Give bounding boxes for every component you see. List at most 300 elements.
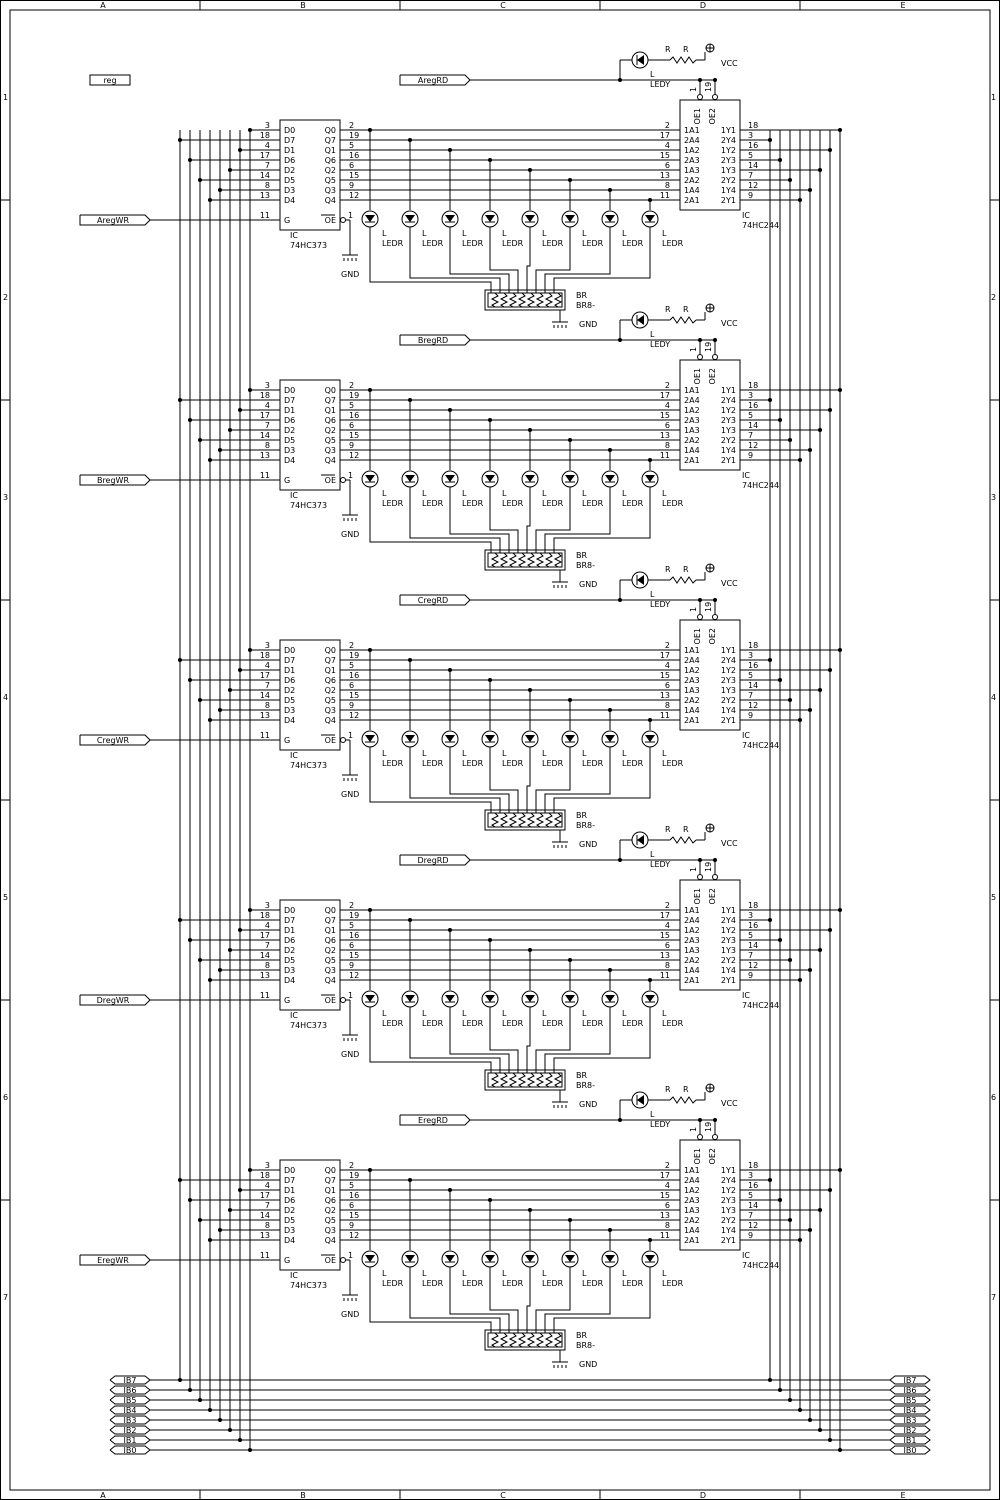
junction-dot [208, 1408, 212, 1412]
latch-pin-number: 16 [349, 151, 360, 160]
buffer-pin-name: 1A1 [684, 126, 700, 135]
buffer-pin-name: 2Y2 [720, 176, 736, 185]
buffer-pin-number: 6 [664, 421, 670, 430]
buffer-pin-number: 13 [659, 951, 670, 960]
led-red [402, 1251, 444, 1292]
latch-pin-number: 5 [349, 401, 355, 410]
latch-pin-name: Q7 [324, 916, 336, 925]
junction-dot [713, 338, 717, 342]
buffer-pin-number: 18 [748, 381, 759, 390]
buffer-ref: IC [742, 991, 750, 1000]
latch-pin-number: 8 [264, 441, 270, 450]
write-enable-label [80, 995, 150, 1005]
led-ref: L [582, 489, 587, 498]
junction-dot [808, 708, 812, 712]
led-ref: L [542, 1269, 547, 1278]
led-part: LEDR [662, 239, 684, 248]
write-enable-label [80, 1255, 150, 1265]
latch-pin-number: 8 [264, 1221, 270, 1230]
junction-dot [218, 448, 222, 452]
led-row [362, 211, 684, 252]
column-label: B [300, 1491, 306, 1500]
led-part: LEDR [502, 1019, 524, 1028]
latch-pin-number: 17 [259, 151, 270, 160]
resistor-value: R [683, 45, 689, 54]
bus-label-right: IB2 [903, 1426, 917, 1435]
led-ref: L [662, 489, 667, 498]
latch-pin-number: 5 [349, 921, 355, 930]
led-part: LEDR [422, 1019, 444, 1028]
latch-pin-name: D0 [284, 126, 296, 135]
junction-dot [788, 1398, 792, 1402]
latch-pin-number: 14 [259, 431, 270, 440]
buffer-pin-name: 2Y3 [720, 936, 736, 945]
buffer-pin-number: 19 [704, 341, 713, 352]
junction-dot [838, 1168, 842, 1172]
row-label: 5 [3, 893, 9, 902]
led-ref: L [382, 489, 387, 498]
led-ref: L [582, 749, 587, 758]
junction-dot [198, 698, 202, 702]
led-part: LEDR [462, 499, 484, 508]
junction-dot [188, 418, 192, 422]
latch-ic [150, 120, 359, 279]
write-signal-name: DregWR [96, 996, 130, 1005]
junction-dot [228, 428, 232, 432]
buffer-oe2-name: OE2 [708, 368, 717, 385]
buffer-pin-name: 2A4 [684, 1176, 700, 1185]
buffer-pin-name: 2A3 [684, 1196, 700, 1205]
buffer-oe1-name: OE1 [693, 628, 702, 645]
latch-pin-name: D1 [284, 666, 296, 675]
buffer-pin-name: 1Y3 [720, 686, 736, 695]
buffer-pin-number: 7 [748, 171, 754, 180]
read-signal-name: EregRD [418, 1116, 448, 1125]
latch-pin-number: 16 [349, 411, 360, 420]
buffer-pin-name: 1Y1 [720, 386, 736, 395]
led-ref: L [462, 1009, 467, 1018]
write-enable-label [80, 475, 150, 485]
resistor-array [370, 252, 650, 329]
buffer-pin-number: 12 [748, 701, 759, 710]
latch-pin-number: 11 [259, 1251, 270, 1260]
latch-pin-name: D6 [284, 156, 296, 165]
buffer-part-number: 74HC244 [742, 1261, 780, 1270]
led-part: LEDR [662, 759, 684, 768]
junction-dot [248, 128, 252, 132]
buffer-pin-number: 14 [748, 161, 759, 170]
junction-dot [238, 148, 242, 152]
buffer-pin-number: 11 [659, 451, 670, 460]
latch-pin-name: D5 [284, 696, 296, 705]
buffer-pin-number: 12 [748, 1221, 759, 1230]
junction-dot [218, 968, 222, 972]
bus-label-left: IB3 [123, 1416, 137, 1425]
latch-pin-number: 6 [349, 421, 355, 430]
buffer-pin-name: 1Y3 [720, 946, 736, 955]
buffer-pin-number: 14 [748, 681, 759, 690]
gnd-label: GND [579, 320, 598, 329]
buffer-pin-name: 2Y3 [720, 1196, 736, 1205]
array-ref: BR [576, 811, 588, 820]
latch-pin-number: 19 [349, 131, 360, 140]
junction-dot [208, 718, 212, 722]
array-ref: BR [576, 1331, 588, 1340]
buffer-pin-name: 2A3 [684, 416, 700, 425]
led-part: LEDR [582, 499, 604, 508]
latch-pin-name: D5 [284, 956, 296, 965]
write-enable-label [80, 215, 150, 225]
latch-pin-name: D6 [284, 1196, 296, 1205]
buffer-pin-name: 1Y1 [720, 906, 736, 915]
junction-dot [828, 668, 832, 672]
register-block-2 [80, 564, 842, 849]
junction-dot [238, 1438, 242, 1442]
buffer-pin-name: 2A1 [684, 196, 700, 205]
latch-pin-name: Q0 [324, 906, 336, 915]
latch-pin-name: Q0 [324, 646, 336, 655]
led-red [362, 211, 404, 252]
buffer-pin-number: 16 [748, 1181, 759, 1190]
buffer-pin-name: 2Y1 [720, 716, 736, 725]
latch-pin-number: 9 [349, 1221, 355, 1230]
gnd-label: GND [579, 1100, 598, 1109]
buffer-pin-name: 1A4 [684, 966, 700, 975]
buffer-pin-name: 2Y4 [720, 1176, 736, 1185]
row-label: 1 [991, 93, 997, 102]
latch-pin-number: 14 [259, 1211, 270, 1220]
inversion-bubble [341, 998, 346, 1003]
led-part: LEDR [382, 1019, 404, 1028]
buffer-pin-name: 1A2 [684, 926, 700, 935]
junction-dot [228, 1428, 232, 1432]
junction-dot [198, 438, 202, 442]
bus-label-left: IB7 [123, 1376, 137, 1385]
led-red [442, 991, 484, 1032]
latch-pin-number: 4 [264, 921, 270, 930]
junction-dot [818, 168, 822, 172]
led-ref: L [462, 749, 467, 758]
sheet-title-box [90, 75, 130, 85]
buffer-pin-name: 2Y4 [720, 136, 736, 145]
junction-dot [818, 428, 822, 432]
latch-pin-name: D6 [284, 676, 296, 685]
latch-pin-number: 2 [349, 381, 355, 390]
latch-pin-number: 17 [259, 671, 270, 680]
junction-dot [248, 1168, 252, 1172]
junction-dot [208, 978, 212, 982]
buffer-pin-name: 2Y4 [720, 916, 736, 925]
latch-pin-number: 4 [264, 661, 270, 670]
led-part: LEDR [542, 499, 564, 508]
junction-dot [228, 168, 232, 172]
latch-pin-name: Q1 [324, 926, 336, 935]
junction-dot [218, 708, 222, 712]
latch-pin-name: D4 [284, 456, 296, 465]
junction-dot [798, 978, 802, 982]
latch-pin-name: Q5 [324, 176, 336, 185]
buffer-pin-name: 1A2 [684, 146, 700, 155]
latch-pin-name: D5 [284, 436, 296, 445]
latch-pin-name: Q6 [324, 676, 336, 685]
latch-ref: IC [290, 751, 298, 760]
latch-pin-number: 5 [349, 661, 355, 670]
led-ref: L [542, 229, 547, 238]
buffer-pin-number: 5 [748, 931, 754, 940]
resistor-ref: R [665, 305, 671, 314]
junction-dot [198, 1218, 202, 1222]
led-ref: L [622, 489, 627, 498]
buffer-pin-number: 12 [748, 441, 759, 450]
led-red [562, 731, 604, 772]
buffer-pin-name: 1A4 [684, 706, 700, 715]
led-part: LEDR [622, 1019, 644, 1028]
buffer-pin-name: 1Y4 [720, 446, 736, 455]
inversion-bubble [713, 1135, 718, 1140]
latch-pin-name: D7 [284, 396, 296, 405]
latch-pin-number: 1 [348, 1251, 354, 1260]
inversion-bubble [698, 1135, 703, 1140]
junction-dot [838, 388, 842, 392]
junction-dot [778, 158, 782, 162]
buffer-pin-name: 1A2 [684, 666, 700, 675]
buffer-pin-number: 1 [689, 346, 698, 352]
latch-pin-number: 5 [349, 1181, 355, 1190]
buffer-pin-name: 1Y4 [720, 186, 736, 195]
bus-label-right: IB0 [903, 1446, 917, 1455]
latch-ref: IC [290, 231, 298, 240]
buffer-pin-number: 14 [748, 941, 759, 950]
led-red [402, 731, 444, 772]
buffer-pin-name: 2A4 [684, 396, 700, 405]
gnd-label: GND [341, 530, 360, 539]
buffer-pin-number: 9 [748, 711, 754, 720]
latch-pin-number: 7 [264, 421, 270, 430]
led-red [482, 991, 524, 1032]
read-signal-name: BregRD [417, 336, 449, 345]
read-enable-circuit [400, 1084, 738, 1129]
row-label: 3 [991, 493, 997, 502]
latch-pin-name: D3 [284, 966, 296, 975]
junction-dot [838, 1448, 842, 1452]
junction-dot [768, 398, 772, 402]
led-part: LEDR [502, 499, 524, 508]
led-part: LEDY [650, 860, 671, 869]
buffer-pin-number: 12 [748, 181, 759, 190]
array-part-number: BR8- [576, 821, 596, 830]
buffer-pin-number: 5 [748, 1191, 754, 1200]
latch-pin-number: 2 [349, 121, 355, 130]
led-ref: L [650, 1110, 655, 1119]
led-red [522, 471, 564, 512]
led-ref: L [650, 850, 655, 859]
buffer-pin-number: 7 [748, 431, 754, 440]
led-ref: L [582, 1269, 587, 1278]
latch-pin-number: 14 [259, 951, 270, 960]
latch-pin-number: 19 [349, 1171, 360, 1180]
buffer-pin-number: 2 [664, 641, 670, 650]
inversion-bubble [698, 355, 703, 360]
array-ref: BR [576, 291, 588, 300]
buffer-pin-number: 5 [748, 411, 754, 420]
buffer-pin-name: 2Y1 [720, 196, 736, 205]
led-ref: L [622, 1009, 627, 1018]
junction-dot [178, 138, 182, 142]
buffer-pin-number: 17 [659, 131, 670, 140]
buffer-pin-name: 1A2 [684, 406, 700, 415]
led-part: LEDR [422, 239, 444, 248]
junction-dot [228, 1208, 232, 1212]
buffer-pin-name: 2Y2 [720, 956, 736, 965]
latch-pin-number: 12 [349, 451, 360, 460]
latch-pin-name: Q0 [324, 126, 336, 135]
led-part: LEDR [422, 1279, 444, 1288]
junction-dot [778, 1198, 782, 1202]
vcc-label: VCC [721, 839, 738, 848]
array-part-number: BR8- [576, 1341, 596, 1350]
resistor-array [370, 1292, 650, 1369]
buffer-pin-number: 7 [748, 1211, 754, 1220]
buffer-pin-number: 12 [748, 961, 759, 970]
latch-pin-number: 7 [264, 161, 270, 170]
latch-pin-name: G [284, 476, 291, 485]
latch-pin-name: D7 [284, 1176, 296, 1185]
buffer-pin-number: 6 [664, 161, 670, 170]
led-red [362, 1251, 404, 1292]
buffer-pin-number: 16 [748, 141, 759, 150]
buffer-pin-number: 2 [664, 381, 670, 390]
led-ref: L [542, 749, 547, 758]
inversion-bubble [341, 478, 346, 483]
latch-ref: IC [290, 1271, 298, 1280]
junction-dot [828, 1438, 832, 1442]
latch-pin-name: G [284, 1256, 291, 1265]
array-part-number: BR8- [576, 561, 596, 570]
led-ref: L [462, 1269, 467, 1278]
junction-dot [188, 1388, 192, 1392]
buffer-part-number: 74HC244 [742, 481, 780, 490]
sheet-title: reg [103, 76, 117, 85]
bus-label-left: IB6 [123, 1386, 137, 1395]
led-red [482, 731, 524, 772]
buffer-pin-name: 2Y1 [720, 1236, 736, 1245]
buffer-pin-number: 4 [664, 921, 670, 930]
led-ref: L [422, 1269, 427, 1278]
buffer-pin-number: 7 [748, 951, 754, 960]
buffer-pin-number: 3 [748, 1171, 754, 1180]
latch-pin-name: OE [324, 1256, 336, 1265]
vcc-label: VCC [721, 1099, 738, 1108]
latch-pin-number: 6 [349, 161, 355, 170]
buffer-ic [660, 598, 842, 750]
buffer-pin-name: 2A3 [684, 156, 700, 165]
latch-pin-number: 11 [259, 991, 270, 1000]
latch-pin-name: D1 [284, 926, 296, 935]
junction-dot [828, 1188, 832, 1192]
resistor-value: R [683, 825, 689, 834]
led-red [482, 1251, 524, 1292]
buffer-pin-number: 19 [704, 81, 713, 92]
buffer-pin-number: 4 [664, 661, 670, 670]
junction-dot [778, 1388, 782, 1392]
latch-pin-number: 4 [264, 141, 270, 150]
junction-dot [798, 198, 802, 202]
buffer-pin-number: 16 [748, 661, 759, 670]
buffer-pin-name: 2Y2 [720, 1216, 736, 1225]
bus-label-right: IB1 [903, 1436, 917, 1445]
buffer-pin-number: 6 [664, 1201, 670, 1210]
junction-dot [838, 128, 842, 132]
bus-label-left: IB0 [123, 1446, 137, 1455]
latch-pin-number: 9 [349, 181, 355, 190]
junction-dot [208, 458, 212, 462]
led-part: LEDR [622, 1279, 644, 1288]
led-ref: L [650, 590, 655, 599]
buffer-oe2-name: OE2 [708, 1148, 717, 1165]
buffer-pin-number: 5 [748, 671, 754, 680]
led-red [642, 991, 684, 1032]
led-part: LEDR [382, 759, 404, 768]
read-enable-circuit [400, 824, 738, 869]
latch-pin-number: 12 [349, 711, 360, 720]
buffer-pin-name: 2A1 [684, 1236, 700, 1245]
junction-dot [788, 1218, 792, 1222]
buffer-pin-number: 7 [748, 691, 754, 700]
junction-dot [248, 648, 252, 652]
latch-pin-number: 14 [259, 691, 270, 700]
latch-pin-name: D2 [284, 1206, 296, 1215]
latch-pin-name: Q6 [324, 416, 336, 425]
gnd-label: GND [341, 1310, 360, 1319]
buffer-pin-name: 2Y1 [720, 976, 736, 985]
led-ref: L [650, 70, 655, 79]
buffer-oe2-name: OE2 [708, 628, 717, 645]
latch-part-number: 74HC373 [290, 241, 328, 250]
bus-label-left: IB4 [123, 1406, 137, 1415]
buffer-pin-number: 2 [664, 901, 670, 910]
buffer-ic [660, 338, 842, 490]
led-part: LEDR [662, 499, 684, 508]
junction-dot [768, 1378, 772, 1382]
write-signal-name: CregWR [96, 736, 130, 745]
led-red [522, 211, 564, 252]
led-red [442, 211, 484, 252]
buffer-pin-name: 2A4 [684, 656, 700, 665]
led-red [482, 211, 524, 252]
latch-pin-number: 7 [264, 941, 270, 950]
junction-dot [768, 658, 772, 662]
column-label: E [900, 1491, 906, 1500]
junction-dot [808, 1228, 812, 1232]
led-ref: L [382, 229, 387, 238]
gnd-label: GND [579, 840, 598, 849]
array-part-number: BR8- [576, 301, 596, 310]
latch-pin-number: 12 [349, 191, 360, 200]
junction-dot [828, 928, 832, 932]
latch-pin-number: 8 [264, 701, 270, 710]
junction-dot [713, 78, 717, 82]
led-ref: L [662, 1269, 667, 1278]
buffer-pin-number: 13 [659, 171, 670, 180]
led-part: LEDY [650, 80, 671, 89]
led-part: LEDR [582, 239, 604, 248]
array-part-number: BR8- [576, 1081, 596, 1090]
column-label: C [500, 1491, 506, 1500]
latch-pin-number: 9 [349, 701, 355, 710]
led-red [642, 471, 684, 512]
buffer-pin-name: 1A1 [684, 646, 700, 655]
led-red [442, 471, 484, 512]
